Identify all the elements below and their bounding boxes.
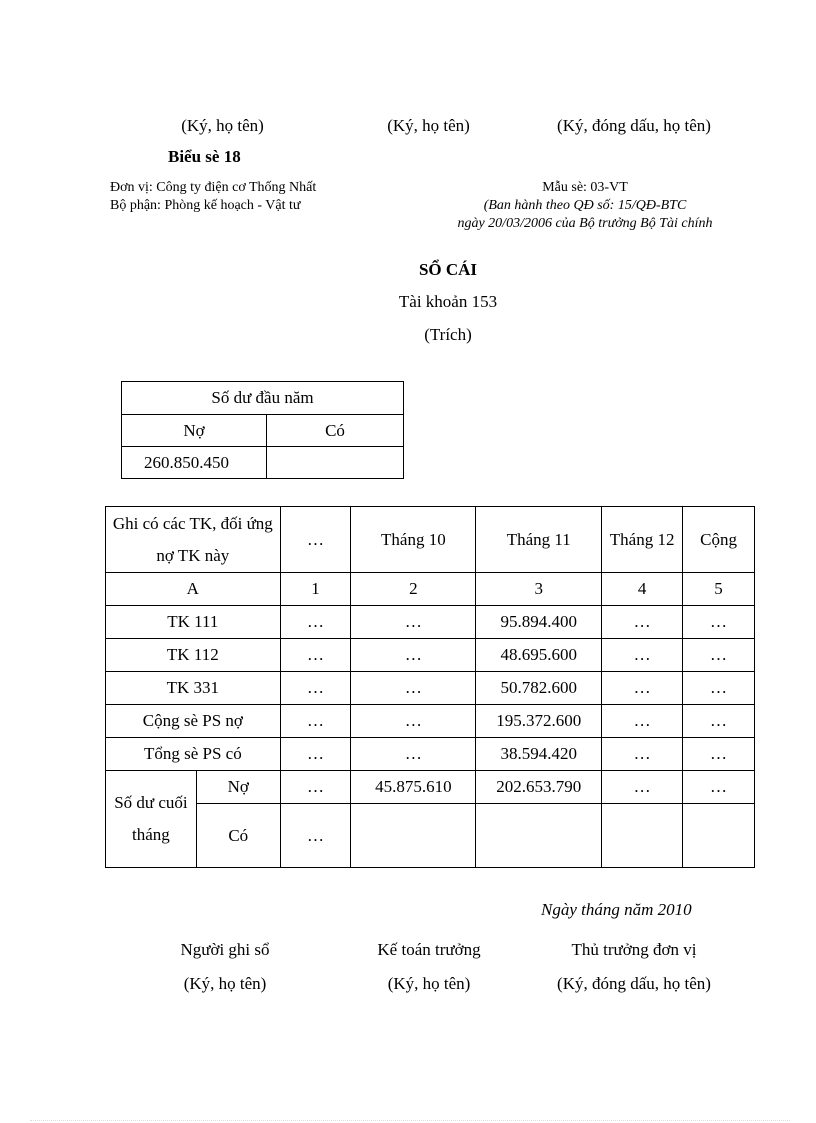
ledger-header-account: Ghi có các TK, đối ứng nợ TK này: [106, 507, 281, 573]
row-cell: …: [602, 705, 683, 738]
ledger-header-ellipsis: …: [280, 507, 351, 573]
opening-credit-value: [267, 447, 404, 479]
row-cell: …: [280, 771, 351, 804]
closing-balance-label: Số dư cuối tháng: [106, 771, 197, 868]
row-cell: …: [602, 771, 683, 804]
ledger-index-cell: A: [106, 573, 281, 606]
template-date: ngày 20/03/2006 của Bộ trưởng Bộ Tài chính: [457, 216, 713, 231]
row-cell: 48.695.600: [476, 639, 602, 672]
opening-debit-label: Nợ: [122, 415, 267, 447]
page-title: SỔ CÁI: [418, 260, 478, 279]
signer-title-recorder: Người ghi sổ: [180, 940, 270, 959]
row-cell: …: [351, 672, 476, 705]
signer-note-recorder: (Ký, họ tên): [183, 974, 267, 993]
extract-note: (Trích): [424, 325, 472, 344]
row-cell: …: [280, 705, 351, 738]
row-label: TK 331: [106, 672, 281, 705]
row-cell: …: [280, 804, 351, 868]
signer-title-chief-accountant: Kế toán trưởng: [377, 940, 481, 959]
row-cell: …: [683, 771, 755, 804]
opening-balance-header: Số dư đầu năm: [122, 382, 404, 415]
row-cell: [602, 804, 683, 868]
top-signature-note-1: (Ký, họ tên): [181, 116, 264, 135]
date-line: Ngày tháng năm 2010: [541, 900, 692, 919]
row-cell: 45.875.610: [351, 771, 476, 804]
row-cell: …: [683, 606, 755, 639]
ledger-header-month-11: Tháng 11: [476, 507, 602, 573]
closing-credit-row: [106, 804, 755, 868]
page-edge-divider: [30, 1120, 790, 1121]
signer-note-director: (Ký, đóng dấu, họ tên): [557, 974, 711, 993]
ledger-index-cell: 3: [476, 573, 602, 606]
ledger-header-total: Cộng: [683, 507, 755, 573]
ledger-index-cell: 4: [602, 573, 683, 606]
row-label: Cộng sè PS nợ: [106, 705, 281, 738]
row-cell: [476, 804, 602, 868]
row-cell: …: [280, 606, 351, 639]
row-label: Tổng sè PS có: [106, 738, 281, 771]
row-cell: …: [602, 606, 683, 639]
table-row: [106, 606, 755, 639]
table-row: [106, 705, 755, 738]
opening-balance-table: [121, 381, 404, 479]
top-signature-note-2: (Ký, họ tên): [387, 116, 470, 135]
table-row: [106, 672, 755, 705]
row-cell: …: [280, 672, 351, 705]
row-cell: [683, 804, 755, 868]
table-row: [106, 639, 755, 672]
top-signature-note-3: (Ký, đóng dấu, họ tên): [557, 116, 711, 135]
opening-credit-label: Có: [267, 415, 404, 447]
ledger-header-month-10: Tháng 10: [351, 507, 476, 573]
opening-debit-value: 260.850.450: [122, 447, 267, 479]
ledger-index-cell: 5: [683, 573, 755, 606]
closing-debit-label: Nợ: [196, 771, 280, 804]
row-label: TK 112: [106, 639, 281, 672]
row-cell: …: [683, 738, 755, 771]
template-issued: (Ban hành theo QĐ số: 15/QĐ-BTC: [483, 198, 687, 213]
department-label: Bộ phận: Phòng kế hoạch - Vật tư: [110, 198, 301, 213]
ledger-table: [105, 506, 755, 868]
row-cell: 38.594.420: [476, 738, 602, 771]
page-subtitle: Tài khoản 153: [398, 292, 498, 311]
row-label: TK 111: [106, 606, 281, 639]
closing-debit-row: [106, 771, 755, 804]
row-cell: …: [683, 639, 755, 672]
row-cell: …: [683, 672, 755, 705]
row-cell: …: [280, 639, 351, 672]
row-cell: …: [351, 606, 476, 639]
row-cell: …: [683, 705, 755, 738]
row-cell: …: [351, 705, 476, 738]
row-cell: …: [602, 672, 683, 705]
unit-label: Đơn vị: Công ty điện cơ Thống Nhất: [110, 180, 317, 195]
row-cell: …: [602, 639, 683, 672]
row-cell: …: [280, 738, 351, 771]
ledger-index-row: [106, 573, 755, 606]
signer-title-director: Thủ trưởng đơn vị: [571, 940, 697, 959]
row-cell: 95.894.400: [476, 606, 602, 639]
form-number: Biểu sè 18: [168, 147, 241, 166]
row-cell: …: [351, 639, 476, 672]
row-cell: [351, 804, 476, 868]
signer-note-chief-accountant: (Ký, họ tên): [387, 974, 471, 993]
row-cell: 195.372.600: [476, 705, 602, 738]
ledger-header-month-12: Tháng 12: [602, 507, 683, 573]
row-cell: 202.653.790: [476, 771, 602, 804]
ledger-index-cell: 1: [280, 573, 351, 606]
row-cell: 50.782.600: [476, 672, 602, 705]
row-cell: …: [602, 738, 683, 771]
template-code: Mẫu sè: 03-VT: [542, 180, 628, 195]
closing-credit-label: Có: [196, 804, 280, 868]
row-cell: …: [351, 738, 476, 771]
ledger-index-cell: 2: [351, 573, 476, 606]
table-row: [106, 738, 755, 771]
